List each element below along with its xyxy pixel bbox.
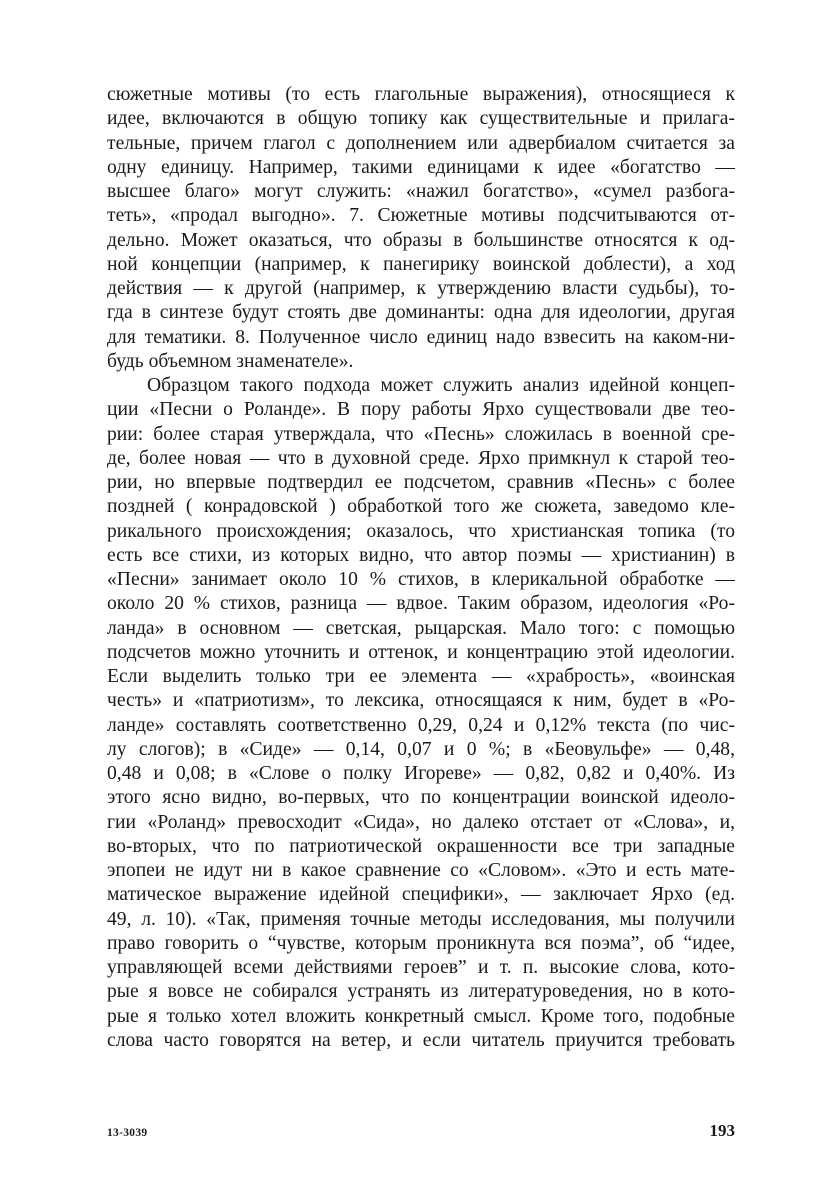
text-line: рые я только хотел вложить конкретный смысл. Кроме того, подобные bbox=[107, 1005, 735, 1027]
text-line: тельные, причем глагол с дополнением или адвербиалом считается за bbox=[107, 132, 735, 154]
body-text bbox=[107, 83, 735, 1053]
page-number: 193 bbox=[709, 1121, 735, 1140]
text-line: лу слогов); в «Сиде» — 0,14, 0,07 и 0 %; в «Беовульфе» — 0,48, bbox=[107, 738, 735, 760]
text-line: эпопеи не идут ни в какое сравнение со «Словом». «Это и есть мате- bbox=[107, 860, 735, 881]
text-line: ланда» в основном — светская, рыцарская. Мало того: с помощью bbox=[107, 617, 735, 639]
text-line: ланде» составлять соответственно 0,29, 0,24 и 0,12% текста (по чис- bbox=[107, 714, 735, 736]
text-line: рые я вовсе не собирался устранять из литературоведения, но в кото- bbox=[107, 981, 735, 1003]
text-line: матическое выражение идейной специфики», — заключает Ярхо (ед. bbox=[107, 884, 735, 906]
text-line: честь» и «патриотизм», то лексика, относящаяся к ним, будет в «Ро- bbox=[107, 690, 735, 712]
text-line: слова часто говорятся на ветер, и если читатель приучится требовать bbox=[107, 1029, 735, 1051]
text-line: высшее благо» могут служить: «нажил богатство», «сумел разбога- bbox=[107, 181, 735, 202]
text-line: идее, включаются в общую топику как существительные и прилага- bbox=[107, 108, 735, 130]
text-line: право говорить о “чувстве, которым проникнута вся поэма”, об “идее, bbox=[107, 932, 735, 954]
text-line: рии, но впервые подтвердил ее подсчетом, сравнив «Песнь» с более bbox=[107, 472, 735, 493]
text-line: во-вторых, что по патриотической окрашенности все три западные bbox=[107, 835, 735, 857]
text-line: де, более новая — что в духовной среде. Ярхо примкнул к старой тео- bbox=[107, 447, 735, 469]
text-line: подсчетов можно уточнить и оттенок, и концентрацию этой идеологии. bbox=[107, 641, 735, 663]
text-line: действия — к другой (например, к утверждению власти судьбы), то- bbox=[107, 278, 735, 299]
text-line: Образцом такого подхода может служить анализ идейной концеп- bbox=[147, 375, 735, 396]
text-line: рикального происхождения; оказалось, что христианская топика (то bbox=[107, 520, 735, 542]
text-line: этого ясно видно, во-первых, что по концентрации воинской идеоло- bbox=[107, 787, 735, 809]
text-line: для тематики. 8. Полученное число единиц надо взвесить на каком-ни- bbox=[107, 326, 735, 348]
text-line: гии «Роланд» превосходит «Сида», но далеко отстает от «Слова», и, bbox=[107, 811, 735, 833]
text-line: теть», «продал выгодно». 7. Сюжетные мотивы подсчитываются от- bbox=[107, 205, 735, 227]
text-line: одну единицу. Например, такими единицами к идее «богатство — bbox=[107, 156, 735, 178]
text-line: управляющей всеми действиями героев” и т. п. высокие слова, кото- bbox=[107, 957, 735, 978]
text-line: ной концепции (например, к панегирику воинской доблести), а ход bbox=[107, 253, 735, 275]
text-line: «Песни» занимает около 10 % стихов, в клерикальной обработке — bbox=[107, 569, 735, 590]
text-line: дельно. Может оказаться, что образы в большинстве относятся к од- bbox=[107, 229, 735, 251]
text-line: поздней ( конрадовской ) обработкой того же сюжета, заведомо кле- bbox=[107, 496, 735, 518]
text-line: около 20 % стихов, разница — вдвое. Таким образом, идеология «Ро- bbox=[107, 593, 735, 615]
text-line: ции «Песни о Роланде». В пору работы Ярхо существовали две тео- bbox=[107, 399, 735, 421]
text-line: рии: более старая утверждала, что «Песнь» сложилась в военной сре- bbox=[107, 423, 735, 445]
paragraph-1 bbox=[107, 83, 735, 374]
text-line: есть все стихи, из которых видно, что автор поэмы — христианин) в bbox=[107, 544, 735, 566]
text-line: гда в синтезе будут стоять две доминанты: одна для идеологии, другая bbox=[107, 302, 735, 324]
text-line: 49, л. 10). «Так, применяя точные методы исследования, мы получили bbox=[107, 908, 735, 930]
text-line: Если выделить только три ее элемента — «храбрость», «воинская bbox=[107, 666, 735, 687]
text-line: будь объемном знаменателе». bbox=[107, 350, 354, 372]
page-footer bbox=[107, 1121, 735, 1145]
text-line: сюжетные мотивы (то есть глагольные выражения), относящиеся к bbox=[107, 84, 735, 105]
text-line: 0,48 и 0,08; в «Слове о полку Игореве» — 0,82, 0,82 и 0,40%. Из bbox=[107, 763, 735, 784]
printer-signature: 13-3039 bbox=[107, 1127, 148, 1139]
paragraph-2 bbox=[107, 374, 735, 1053]
